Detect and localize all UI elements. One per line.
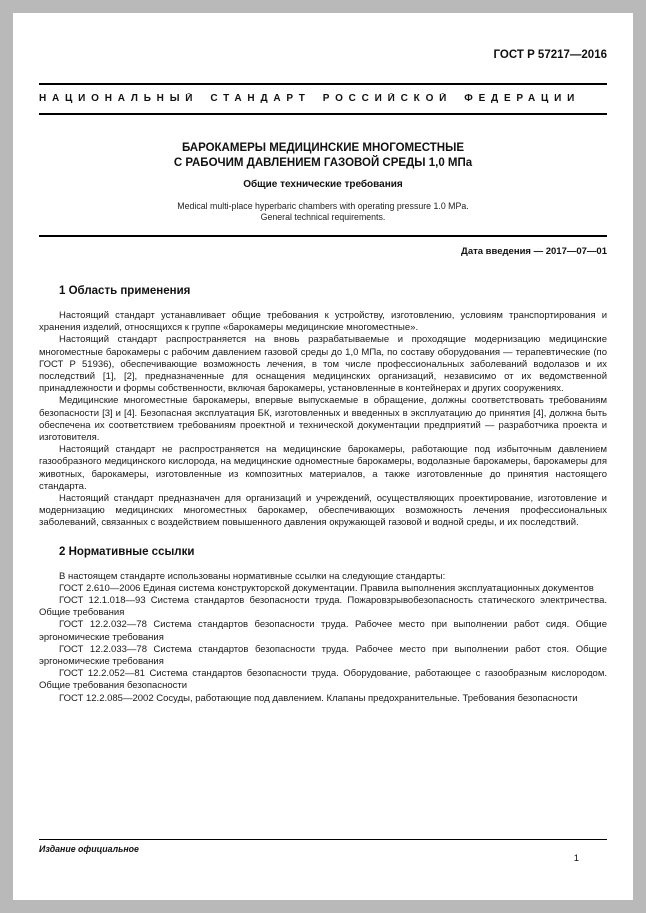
paragraph: Настоящий стандарт устанавливает общие требования к устройству, изготовлению, условиям транспортирования и хранения изделий, относящихся к группе «барокамеры медицинские многоместные».	[39, 310, 607, 334]
document-title-block	[39, 141, 607, 191]
gost-reference: ГОСТ 12.2.032—78 Система стандартов безопасности труда. Рабочее место при выполнении работ сидя. Общие эргономические требования	[39, 619, 607, 643]
document-title-line1: БАРОКАМЕРЫ МЕДИЦИНСКИЕ МНОГОМЕСТНЫЕ	[181, 142, 465, 154]
english-title-line1: Medical multi-place hyperbaric chambers with operating pressure 1.0 MPa.	[177, 201, 469, 211]
effective-date: Дата введения — 2017—07—01	[461, 246, 607, 257]
gost-reference: ГОСТ 2.610—2006 Единая система конструкторской документации. Правила выполнения эксплуатационных документов	[59, 582, 594, 594]
divider-footer	[39, 839, 607, 840]
document-subtitle: Общие технические требования	[243, 179, 403, 190]
page-content	[13, 13, 633, 705]
document-title-line2: С РАБОЧИМ ДАВЛЕНИЕМ ГАЗОВОЙ СРЕДЫ 1,0 МПа	[173, 157, 473, 169]
footer-row	[39, 844, 607, 864]
paragraph: Настоящий стандарт предназначен для организаций и учреждений, осуществляющих проектирование, изготовление и модернизацию медицинских многоместных барокамер, обеспечивающих возможность лечения профессиональных заболеваний, связанных с воздействием повышенного давления окружающей газовой и водной среды, и их последствий.	[39, 493, 607, 529]
gost-reference: ГОСТ 12.2.085—2002 Сосуды, работающие под давлением. Клапаны предохранительные. Требования безопасности	[59, 692, 578, 704]
english-title-block	[39, 201, 607, 223]
official-edition-note: Издание официальное	[39, 844, 139, 854]
page-number: 1	[573, 853, 579, 864]
gost-reference: ГОСТ 12.2.033—78 Система стандартов безопасности труда. Рабочее место при выполнении работ стоя. Общие эргономические требования	[39, 643, 607, 668]
divider-banner-bottom	[39, 113, 607, 115]
section-2-body	[39, 571, 607, 705]
standard-code: ГОСТ Р 57217—2016	[493, 49, 607, 61]
section-1-heading: 1 Область применения	[59, 285, 191, 297]
divider-title-bottom	[39, 235, 607, 237]
gost-reference: ГОСТ 12.2.052—81 Система стандартов безопасности труда. Оборудование, работающее с газообразным кислородом. Общие требования безопасности	[39, 668, 607, 692]
section-2-heading: 2 Нормативные ссылки	[59, 545, 195, 558]
document-page	[13, 13, 633, 900]
paragraph: В настоящем стандарте использованы нормативные ссылки на следующие стандарты:	[59, 570, 446, 582]
section-1-body	[39, 310, 607, 530]
paragraph: Настоящий стандарт не распространяется на медицинские барокамеры, работающие под избыточным давлением газообразного медицинского кислорода, на медицинские одноместные барокамеры, водолазные барокамеры, барокамеры для животных, барокамеры, изготовленные из композитных материалов, а также изготовленные до принятия настоящего стандарта.	[39, 444, 607, 492]
paragraph: Медицинские многоместные барокамеры, впервые выпускаемые в обращение, должны соответствовать требованиям безопасности [3] и [4]. Безопасная эксплуатация БК, изготовленных и введенных в эксплуатацию до принятия [4], должна быть обеспечена их соответствием требованиям проектной и технической документации предприятий — разработчика проекта и изготовителя.	[39, 395, 607, 444]
paragraph: Настоящий стандарт распространяется на вновь разрабатываемые и проходящие модернизацию медицинские многоместные барокамеры с рабочим давлением газовой среды до 1,0 МПа, по составу оборудования — терапевтические (по ГОСТ Р 51936), обеспечивающие возможность лечения, в том числе профессиональных заболеваний водолазов и их последствий [1], [2], предназначенные для оснащения медицинских организаций, независимо от их ведомственной принадлежности и формы собственности, включая барокамеры, установленные в контейнерах и других сооружениях.	[39, 334, 607, 395]
page-footer	[39, 839, 607, 864]
gost-reference: ГОСТ 12.1.018—93 Система стандартов безопасности труда. Пожаровзрывобезопасность статического электричества. Общие требования	[39, 595, 607, 619]
divider-top	[39, 83, 607, 85]
english-title-line2: General technical requirements.	[260, 212, 386, 222]
federation-banner: НАЦИОНАЛЬНЫЙ СТАНДАРТ РОССИЙСКОЙ ФЕДЕРАЦИИ	[39, 93, 581, 104]
